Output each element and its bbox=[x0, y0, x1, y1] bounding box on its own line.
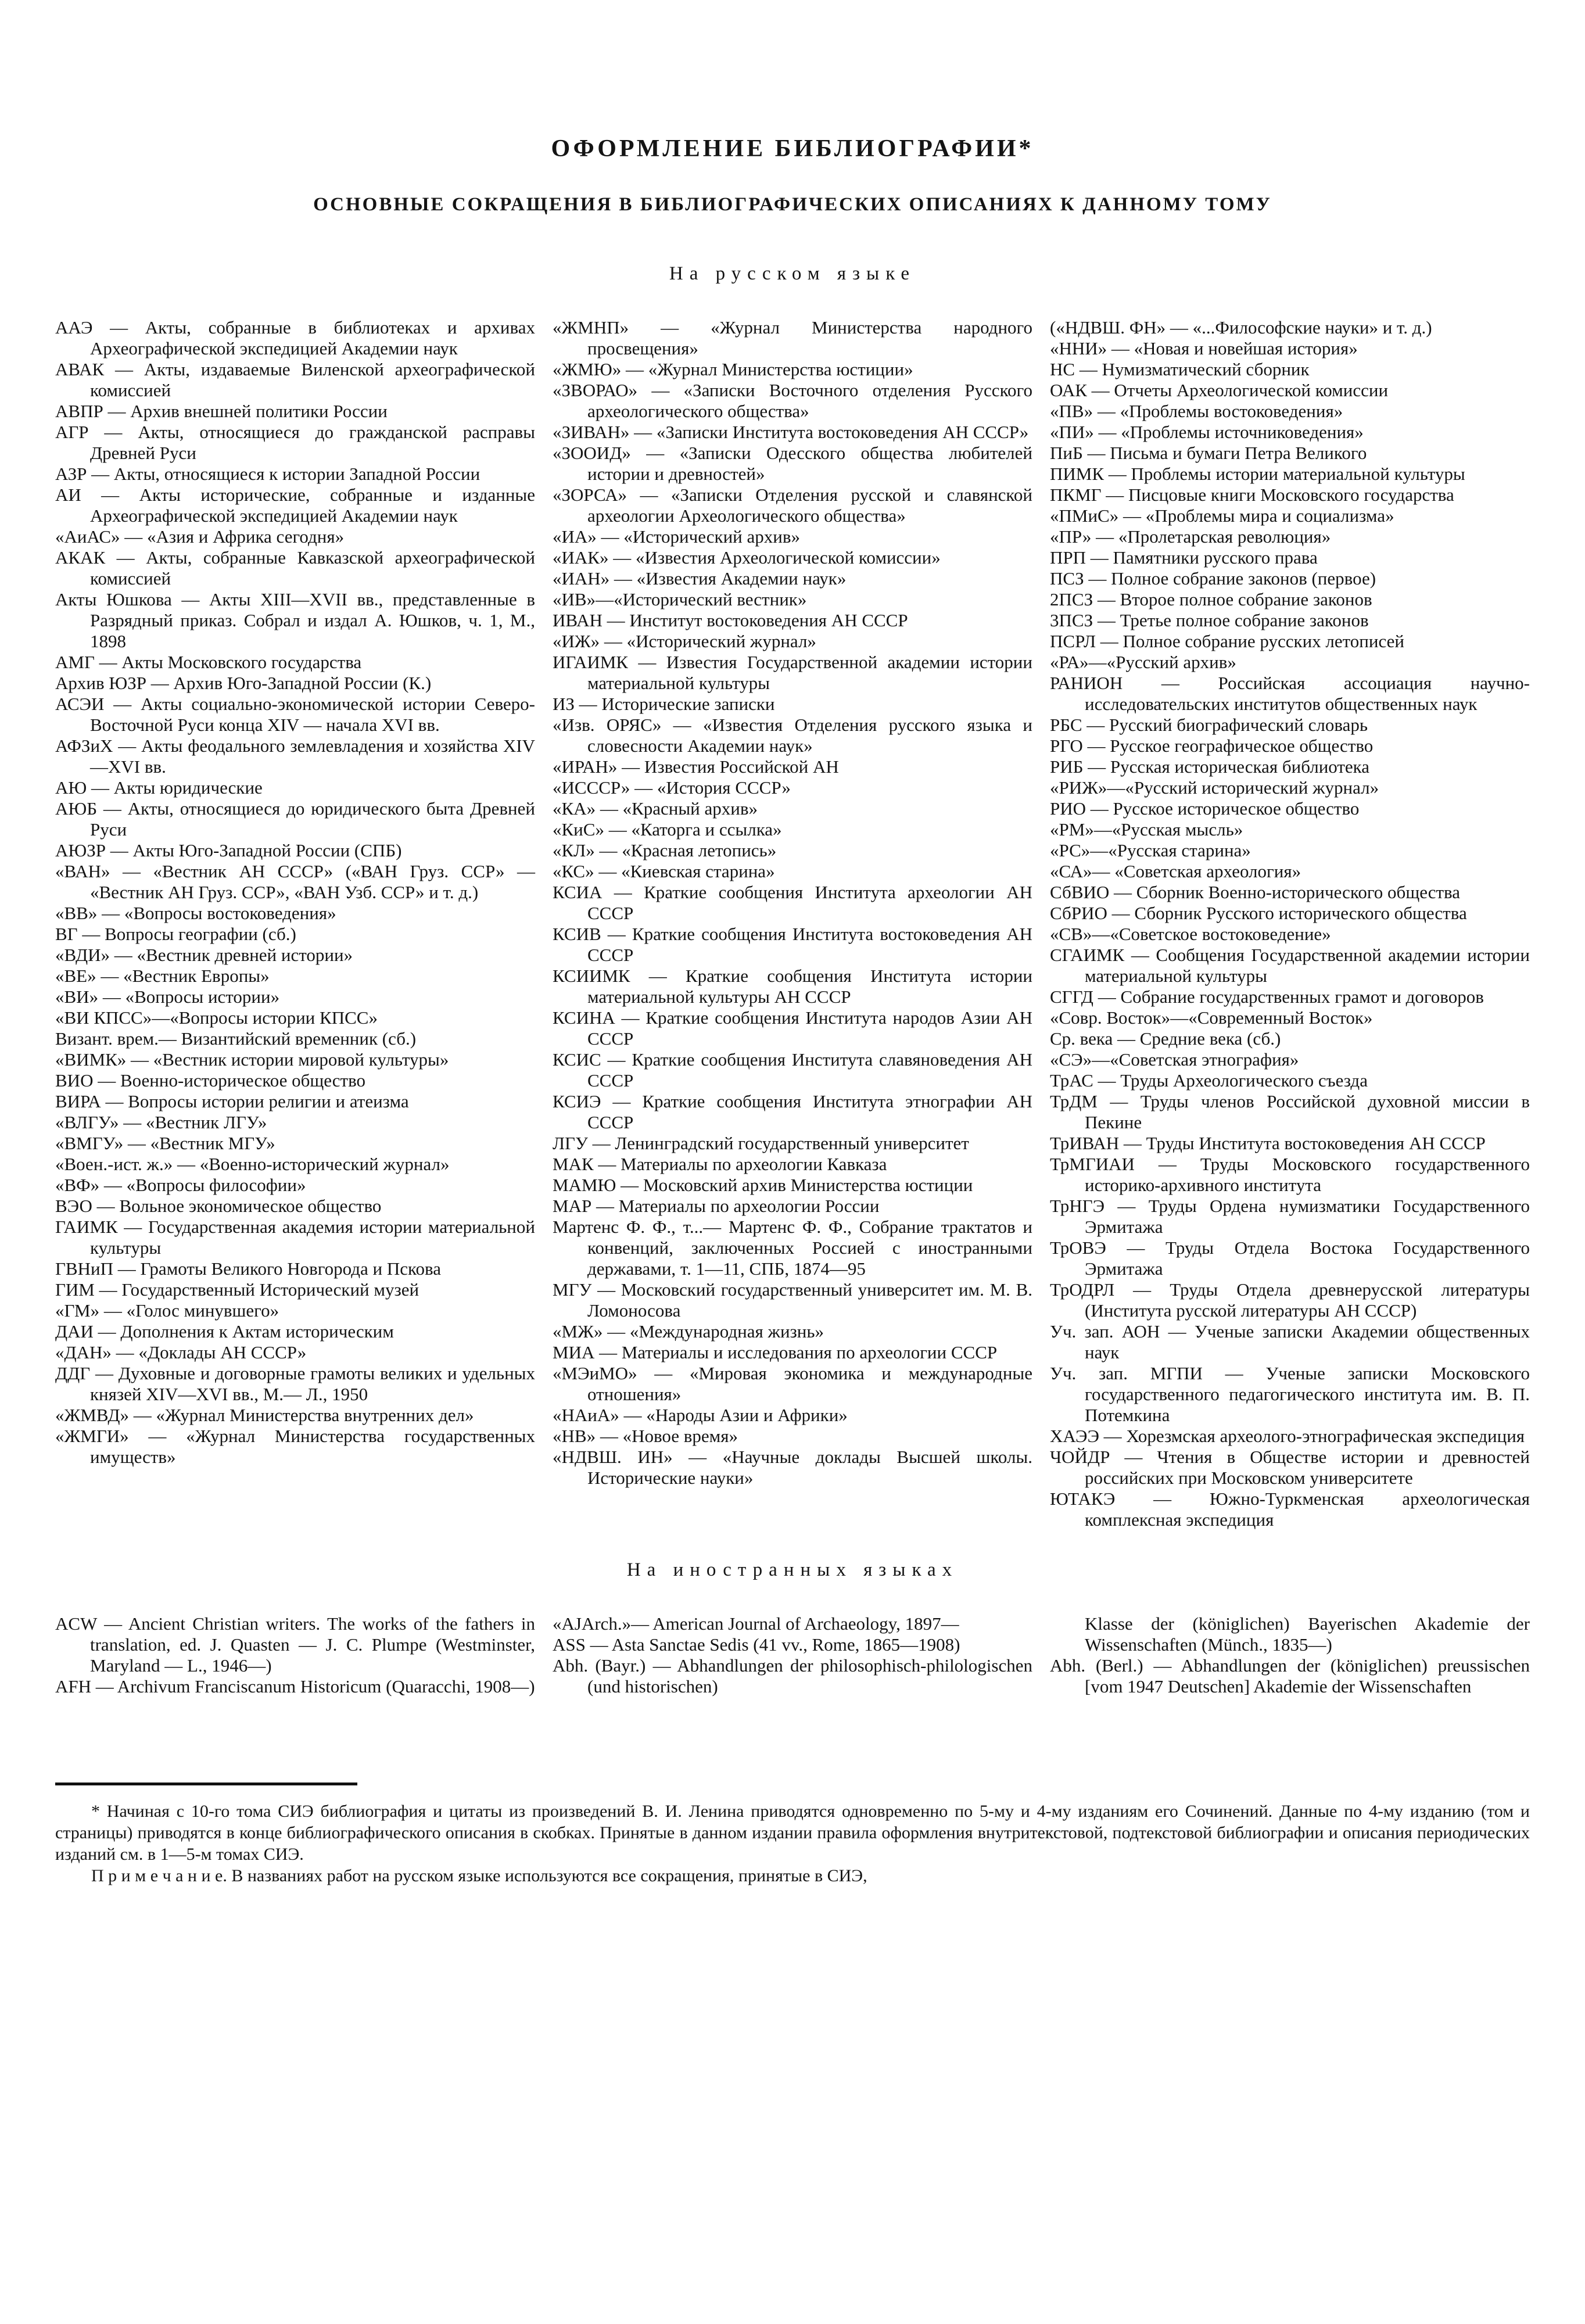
abbreviation-entry: ТрИВАН — Труды Института востоковедения АН СССР bbox=[1050, 1133, 1486, 1153]
foreign-abbreviations-columns bbox=[55, 1613, 1530, 1744]
abbreviation-entry: ВИО — Военно-историческое общество bbox=[55, 1070, 366, 1091]
abbreviation-entry: «ЖМНП» — «Журнал Министерства народного просвещения» bbox=[553, 317, 1032, 358]
foreign-column-2 bbox=[553, 1613, 1032, 1697]
footnote bbox=[55, 1801, 1530, 1887]
abbreviation-entry: «СЭ»—«Советская этнография» bbox=[1050, 1049, 1299, 1070]
abbreviation-entry: Уч. зап. МГПИ — Ученые записки Московского государственного педагогического института им. В. П. Потемкина bbox=[1050, 1363, 1530, 1425]
abbreviation-entry: АВПР — Архив внешней политики России bbox=[55, 401, 388, 421]
abbreviation-entry: ИЗ — Исторические записки bbox=[553, 694, 775, 714]
abbreviation-entry: МГУ — Московский государственный университет им. М. В. Ломоносова bbox=[553, 1279, 1032, 1321]
abbreviation-entry: Klasse der (königlichen) Bayerischen Akademie der Wissenschaften (Münch., 1835—) bbox=[1085, 1613, 1530, 1655]
abbreviation-entry: ВГ — Вопросы географии (сб.) bbox=[55, 924, 296, 944]
abbreviation-entry: «ИСССР» — «История СССР» bbox=[553, 777, 791, 798]
abbreviation-entry: НС — Нумизматический сборник bbox=[1050, 359, 1310, 379]
abbreviation-entry: «ВИ КПСС»—«Вопросы истории КПСС» bbox=[55, 1007, 378, 1028]
abbreviation-entry: «ИВ»—«Исторический вестник» bbox=[553, 589, 807, 609]
abbreviation-entry: МИА — Материалы и исследования по археологии СССР bbox=[553, 1342, 998, 1362]
abbreviation-entry: ОАК — Отчеты Археологической комиссии bbox=[1050, 380, 1389, 400]
abbreviation-entry: ИГАИМК — Известия Государственной академии истории материальной культуры bbox=[553, 652, 1032, 693]
abbreviation-entry: ЛГУ — Ленинградский государственный университет bbox=[553, 1133, 969, 1153]
abbreviation-entry: ПСРЛ — Полное собрание русских летописей bbox=[1050, 631, 1404, 651]
abbreviation-entry: «КЛ» — «Красная летопись» bbox=[553, 840, 777, 860]
abbreviation-entry: «ИАК» — «Известия Археологической комиссии» bbox=[553, 547, 941, 568]
abbreviation-entry: «РИЖ»—«Русский исторический журнал» bbox=[1050, 777, 1379, 798]
abbreviation-entry: «ЖМГИ» — «Журнал Министерства государственных имуществ» bbox=[55, 1426, 535, 1467]
abbreviation-entry: «ИА» — «Исторический архив» bbox=[553, 526, 801, 547]
abbreviation-entry: АВАК — Акты, издаваемые Виленской археографической комиссией bbox=[55, 359, 535, 400]
abbreviation-entry: «КА» — «Красный архив» bbox=[553, 798, 758, 819]
abbreviation-entry: ЮТАКЭ — Южно-Туркменская археологическая комплексная экспедиция bbox=[1050, 1489, 1530, 1530]
abbreviation-entry: «ВВ» — «Вопросы востоковедения» bbox=[55, 903, 336, 923]
abbreviation-entry: ТрАС — Труды Археологического съезда bbox=[1050, 1070, 1368, 1091]
abbreviation-entry: ВЭО — Вольное экономическое общество bbox=[55, 1196, 382, 1216]
abbreviation-entry: «ИЖ» — «Исторический журнал» bbox=[553, 631, 816, 651]
abbreviation-entry: «КиС» — «Каторга и ссылка» bbox=[553, 819, 782, 840]
abbreviation-entry: ГАИМК — Государственная академия истории материальной культуры bbox=[55, 1217, 535, 1258]
abbreviation-entry: «ИАН» — «Известия Академии наук» bbox=[553, 568, 847, 589]
abbreviation-entry: ПСЗ — Полное собрание законов (первое) bbox=[1050, 568, 1376, 589]
abbreviation-entry: «Воен.-ист. ж.» — «Военно-исторический журнал» bbox=[55, 1154, 450, 1174]
abbreviation-entry: «МЖ» — «Международная жизнь» bbox=[553, 1321, 824, 1342]
abbreviation-entry: «ПВ» — «Проблемы востоковедения» bbox=[1050, 401, 1343, 421]
abbreviation-entry: ASS — Asta Sanctae Sedis (41 vv., Rome, 1865—1908) bbox=[553, 1634, 960, 1655]
abbreviation-entry: ВИРА — Вопросы истории религии и атеизма bbox=[55, 1091, 409, 1111]
abbreviation-entry: Акты Юшкова — Акты XIII—XVII вв., представленные в Разрядный приказ. Собрал и издал А. Юшков, ч. 1, М., 1898 bbox=[55, 589, 535, 651]
abbreviation-entry: Уч. зап. АОН — Ученые записки Академии общественных наук bbox=[1050, 1321, 1530, 1362]
abbreviation-entry: «НВ» — «Новое время» bbox=[553, 1426, 738, 1446]
abbreviation-entry: РИО — Русское историческое общество bbox=[1050, 798, 1360, 819]
abbreviation-entry: РАНИОН — Российская ассоциация научно-исследовательских институтов общественных наук bbox=[1050, 673, 1530, 714]
abbreviation-entry: КСИС — Краткие сообщения Института славяноведения АН СССР bbox=[553, 1049, 1032, 1091]
abbreviation-entry: АЗР — Акты, относящиеся к истории Западной России bbox=[55, 464, 480, 484]
abbreviation-entry: СГГД — Собрание государственных грамот и договоров bbox=[1050, 987, 1484, 1007]
abbreviation-entry: ПИМК — Проблемы истории материальной культуры bbox=[1050, 464, 1465, 484]
abbreviation-entry: ТрОВЭ — Труды Отдела Востока Государственного Эрмитажа bbox=[1050, 1238, 1530, 1279]
abbreviation-entry: «ЖМВД» — «Журнал Министерства внутренних дел» bbox=[55, 1405, 474, 1425]
abbreviation-entry: АИ — Акты исторические, собранные и изданные Археографической экспедицией Академии наук bbox=[55, 485, 535, 526]
abbreviation-entry: «КС» — «Киевская старина» bbox=[553, 861, 775, 881]
abbreviation-entry: Ср. века — Средние века (сб.) bbox=[1050, 1028, 1281, 1049]
abbreviation-entry: АЮБ — Акты, относящиеся до юридического быта Древней Руси bbox=[55, 798, 535, 840]
footnote-separator bbox=[55, 1783, 357, 1785]
foreign-column-3 bbox=[1050, 1613, 1530, 1697]
abbreviation-entry: «НАиА» — «Народы Азии и Африки» bbox=[553, 1405, 848, 1425]
abbreviation-entry: «НДВШ. ИН» — «Научные доклады Высшей школы. Исторические науки» bbox=[553, 1447, 1032, 1488]
abbreviation-entry: ГИМ — Государственный Исторический музей bbox=[55, 1279, 419, 1300]
abbreviation-entry: СбВИО — Сборник Военно-исторического общества bbox=[1050, 882, 1461, 902]
abbreviation-entry: РИБ — Русская историческая библиотека bbox=[1050, 756, 1370, 777]
abbreviation-entry: АКАК — Акты, собранные Кавказской археографической комиссией bbox=[55, 547, 535, 589]
section-heading-foreign: На иностранных языках bbox=[626, 1559, 959, 1580]
abbreviation-entry: СГАИМК — Сообщения Государственной академии истории материальной культуры bbox=[1050, 945, 1530, 986]
abbreviation-entry: «ВЕ» — «Вестник Европы» bbox=[55, 966, 270, 986]
russian-column-2 bbox=[553, 317, 1032, 1489]
abbreviation-entry: «ПР» — «Пролетарская революция» bbox=[1050, 526, 1331, 547]
abbreviation-entry: «Совр. Восток»—«Современный Восток» bbox=[1050, 1007, 1373, 1028]
abbreviation-entry: Abh. (Berl.) — Abhandlungen der (königlichen) preussischen [vom 1947 Deutschen] Akademie der Wissenschaften bbox=[1050, 1655, 1530, 1697]
foreign-column-1 bbox=[55, 1613, 535, 1697]
abbreviation-entry: ТрДМ — Труды членов Российской духовной миссии в Пекине bbox=[1050, 1091, 1530, 1132]
abbreviation-entry: КСИНА — Краткие сообщения Института народов Азии АН СССР bbox=[553, 1007, 1032, 1049]
abbreviation-entry: ХАЭЭ — Хорезмская археолого-этнографическая экспедиция bbox=[1050, 1426, 1525, 1446]
abbreviation-entry: «ДАН» — «Доклады АН СССР» bbox=[55, 1342, 307, 1362]
abbreviation-entry: «ВИМК» — «Вестник истории мировой культуры» bbox=[55, 1049, 449, 1070]
abbreviation-entry: КСИВ — Краткие сообщения Института востоковедения АН СССР bbox=[553, 924, 1032, 965]
abbreviation-entry: «ВАН» — «Вестник АН СССР» («ВАН Груз. ССР» — «Вестник АН Груз. ССР», «ВАН Узб. ССР» и т. д.) bbox=[55, 861, 535, 902]
abbreviation-entry: Архив ЮЗР — Архив Юго-Западной России (К.) bbox=[55, 673, 432, 693]
abbreviation-entry: ДАИ — Дополнения к Актам историческим bbox=[55, 1321, 394, 1342]
abbreviation-entry: «ННИ» — «Новая и новейшая история» bbox=[1050, 338, 1358, 358]
abbreviation-entry: КСИА — Краткие сообщения Института археологии АН СССР bbox=[553, 882, 1032, 923]
abbreviation-entry: ПРП — Памятники русского права bbox=[1050, 547, 1318, 568]
section-heading-russian: На русском языке bbox=[669, 263, 916, 284]
abbreviation-entry: ПиБ — Письма и бумаги Петра Великого bbox=[1050, 443, 1367, 463]
abbreviation-entry: ААЭ — Акты, собранные в библиотеках и архивах Археографической экспедицией Академии наук bbox=[55, 317, 535, 358]
abbreviation-entry: АСЭИ — Акты социально-экономической истории Северо-Восточной Руси конца XIV — начала XVI вв. bbox=[55, 694, 535, 735]
abbreviation-entry: Abh. (Bayr.) — Abhandlungen der philosophisch-philologischen (und historischen) bbox=[553, 1655, 1032, 1697]
abbreviation-entry: КСИЭ — Краткие сообщения Института этнографии АН СССР bbox=[553, 1091, 1032, 1132]
abbreviation-entry: «РМ»—«Русская мысль» bbox=[1050, 819, 1243, 840]
abbreviation-entry: 2ПСЗ — Второе полное собрание законов bbox=[1050, 589, 1372, 609]
abbreviation-entry: СбРИО — Сборник Русского исторического общества bbox=[1050, 903, 1467, 923]
abbreviation-entry: 3ПСЗ — Третье полное собрание законов bbox=[1050, 610, 1369, 630]
abbreviation-entry: АЮЗР — Акты Юго-Западной России (СПБ) bbox=[55, 840, 402, 860]
abbreviation-entry: «Изв. ОРЯС» — «Известия Отделения русского языка и словесности Академии наук» bbox=[553, 715, 1032, 756]
russian-column-3 bbox=[1050, 317, 1530, 1530]
footnote-paragraph: * Начиная с 10-го тома СИЭ библиография и цитаты из произведений В. И. Ленина приводятся одновременно по 5-му и 4-му изданиям его Сочинений. Данные по 4-му изданию (том и страницы) приводятся в конце библиографического описания в скобках. Принятые в данном издании правила оформления внутритекстовой, подтекстовой библиографии и описания периодических изданий см. в 1—5-м томах СИЭ. bbox=[55, 1802, 1530, 1864]
abbreviation-entry: ТрМГИАИ — Труды Московского государственного историко-архивного института bbox=[1050, 1154, 1530, 1195]
abbreviation-entry: РБС — Русский биографический словарь bbox=[1050, 715, 1368, 735]
abbreviation-entry: МАК — Материалы по археологии Кавказа bbox=[553, 1154, 887, 1174]
abbreviation-entry: «ЖМЮ» — «Журнал Министерства юстиции» bbox=[553, 359, 913, 379]
abbreviation-entry: ЧОЙДР — Чтения в Обществе истории и древностей российских при Московском университете bbox=[1050, 1447, 1530, 1488]
russian-abbreviations-columns bbox=[55, 317, 1530, 1530]
abbreviation-entry: «ГМ» — «Голос минувшего» bbox=[55, 1300, 279, 1321]
abbreviation-entry: АФЗиХ — Акты феодального землевладения и хозяйства XIV—XVI вв. bbox=[55, 736, 535, 777]
abbreviation-entry: ПКМГ — Писцовые книги Московского государства bbox=[1050, 485, 1454, 505]
abbreviation-entry: Визант. врем.— Византийский временник (сб.) bbox=[55, 1028, 417, 1049]
abbreviation-entry: «ВЛГУ» — «Вестник ЛГУ» bbox=[55, 1112, 267, 1132]
abbreviation-entry: «ВДИ» — «Вестник древней истории» bbox=[55, 945, 353, 965]
abbreviation-entry: («НДВШ. ФН» — «...Философские науки» и т. д.) bbox=[1050, 317, 1432, 338]
abbreviation-entry: «ПИ» — «Проблемы источниковедения» bbox=[1050, 422, 1364, 442]
russian-column-1 bbox=[55, 317, 535, 1468]
abbreviation-entry: «ПМиС» — «Проблемы мира и социализма» bbox=[1050, 505, 1394, 526]
abbreviation-entry: ТрОДРЛ — Труды Отдела древнерусской литературы (Института русской литературы АН СССР) bbox=[1050, 1279, 1530, 1321]
abbreviation-entry: «ВФ» — «Вопросы философии» bbox=[55, 1175, 306, 1195]
abbreviation-entry: «ЗОРСА» — «Записки Отделения русской и славянской археологии Археологического общества» bbox=[553, 485, 1032, 526]
abbreviation-entry: АМГ — Акты Московского государства bbox=[55, 652, 362, 672]
abbreviation-entry: ГВНиП — Грамоты Великого Новгорода и Пскова bbox=[55, 1258, 442, 1279]
abbreviation-entry: «ИРАН» — Известия Российской АН bbox=[553, 756, 839, 777]
page-title: ОФОРМЛЕНИЕ БИБЛИОГРАФИИ* bbox=[551, 135, 1034, 162]
abbreviation-entry: «AJArch.»— American Journal of Archaeology, 1897— bbox=[553, 1613, 959, 1634]
abbreviation-entry: МАМЮ — Московский архив Министерства юстиции bbox=[553, 1175, 973, 1195]
abbreviation-entry: РГО — Русское географическое общество bbox=[1050, 736, 1374, 756]
abbreviation-entry: «АиАС» — «Азия и Африка сегодня» bbox=[55, 526, 345, 547]
abbreviation-entry: «ВМГУ» — «Вестник МГУ» bbox=[55, 1133, 275, 1153]
abbreviation-entry: ИВАН — Институт востоковедения АН СССР bbox=[553, 610, 908, 630]
abbreviation-entry: ТрНГЭ — Труды Ордена нумизматики Государственного Эрмитажа bbox=[1050, 1196, 1530, 1237]
abbreviation-entry: «ЗООИД» — «Записки Одесского общества любителей истории и древностей» bbox=[553, 443, 1032, 484]
abbreviation-entry: «МЭиМО» — «Мировая экономика и международные отношения» bbox=[553, 1363, 1032, 1404]
page-subtitle: ОСНОВНЫЕ СОКРАЩЕНИЯ В БИБЛИОГРАФИЧЕСКИХ ОПИСАНИЯХ К ДАННОМУ ТОМУ bbox=[313, 194, 1272, 215]
abbreviation-entry: «ВИ» — «Вопросы истории» bbox=[55, 987, 280, 1007]
abbreviation-entry: «РС»—«Русская старина» bbox=[1050, 840, 1251, 860]
abbreviation-entry: Мартенс Ф. Ф., т...— Мартенс Ф. Ф., Собрание трактатов и конвенций, заключенных Россией с иностранными державами, т. 1—11, СПБ, 1874—95 bbox=[553, 1217, 1032, 1279]
abbreviation-entry: МАР — Материалы по археологии России bbox=[553, 1196, 880, 1216]
abbreviation-entry: «ЗИВАН» — «Записки Института востоковедения АН СССР» bbox=[553, 422, 1029, 442]
abbreviation-entry: ACW — Ancient Christian writers. The works of the fathers in translation, ed. J. Quasten — J. C. Plumpe (Westminster, Maryland — L., 1946—) bbox=[55, 1613, 535, 1676]
abbreviation-entry: AFH — Archivum Franciscanum Historicum (Quaracchi, 1908—) bbox=[55, 1676, 535, 1697]
abbreviation-entry: «РА»—«Русский архив» bbox=[1050, 652, 1236, 672]
abbreviation-entry: ДДГ — Духовные и договорные грамоты великих и удельных князей XIV—XVI вв., М.— Л., 1950 bbox=[55, 1363, 535, 1404]
abbreviation-entry: «ЗВОРАО» — «Записки Восточного отделения Русского археологического общества» bbox=[553, 380, 1032, 421]
abbreviation-entry: АЮ — Акты юридические bbox=[55, 777, 263, 798]
abbreviation-entry: КСИИМК — Краткие сообщения Института истории материальной культуры АН СССР bbox=[553, 966, 1032, 1007]
abbreviation-entry: АГР — Акты, относящиеся до гражданской расправы Древней Руси bbox=[55, 422, 535, 463]
abbreviation-entry: «СА»— «Советская археология» bbox=[1050, 861, 1301, 881]
abbreviation-entry: «СВ»—«Советское востоковедение» bbox=[1050, 924, 1331, 944]
footnote-note-paragraph: П р и м е ч а н и е. В названиях работ на русском языке используются все сокращения, принятые в СИЭ, bbox=[91, 1866, 867, 1885]
